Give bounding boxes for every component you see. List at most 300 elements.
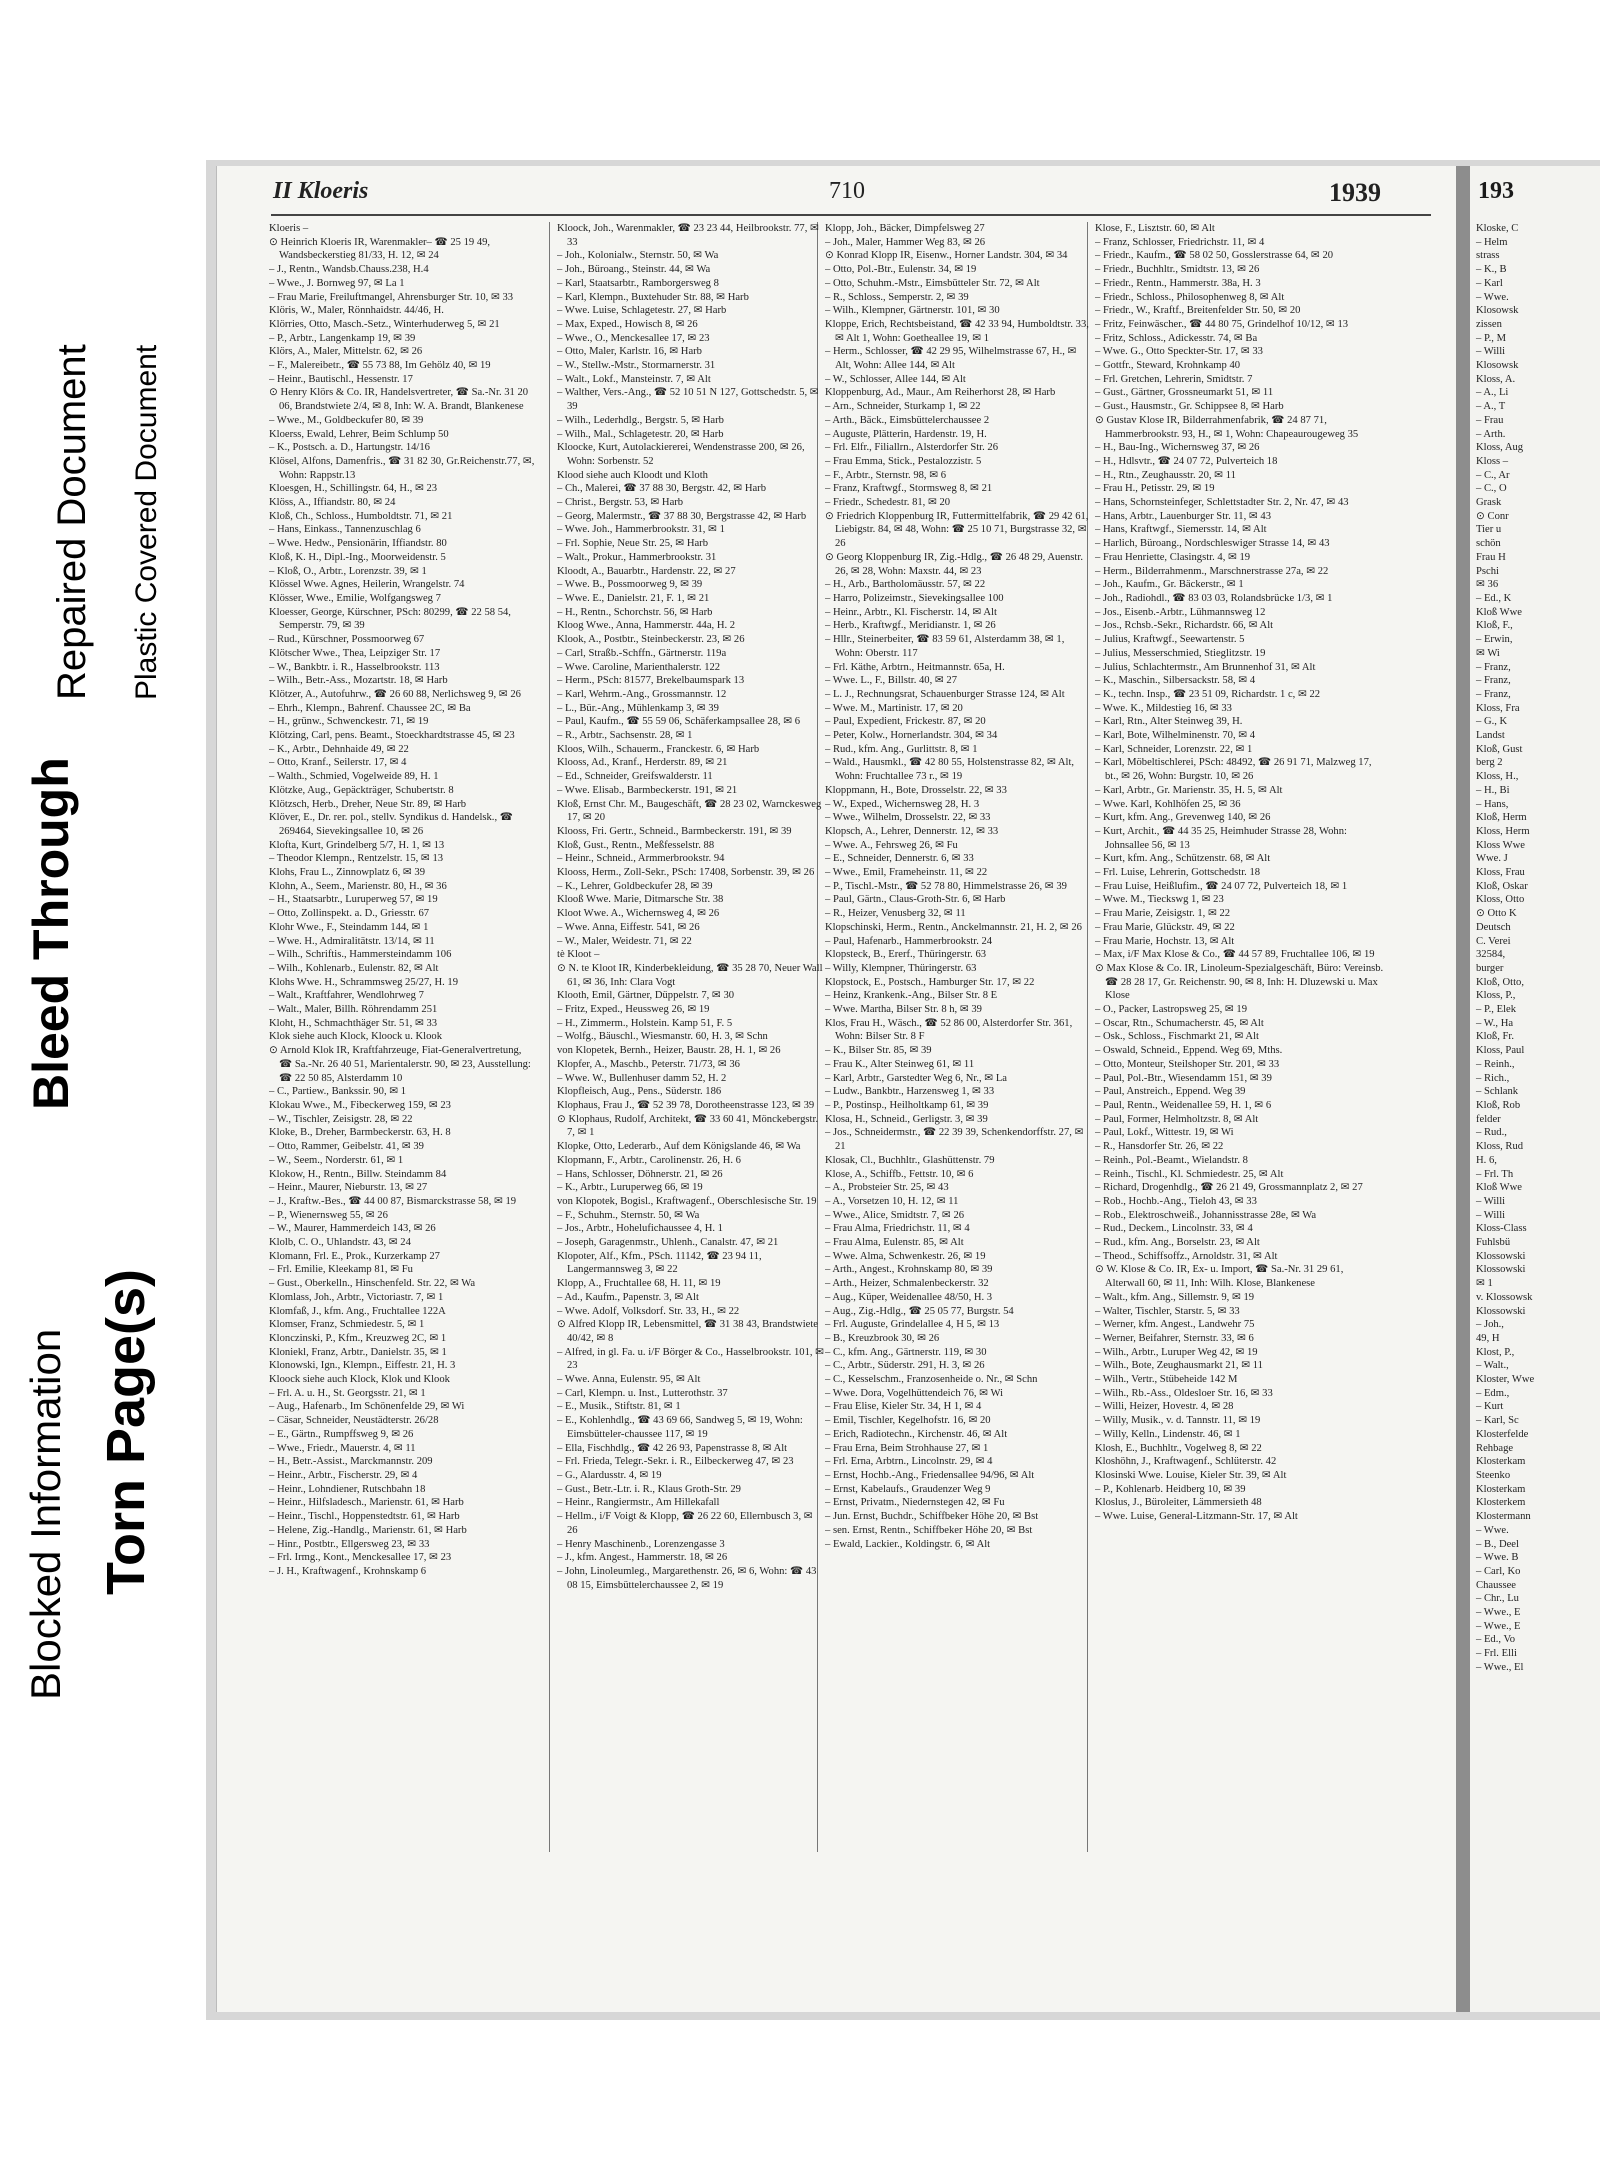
directory-entry: – Joh., Maler, Hammer Weg 83, ✉ 26 xyxy=(825,236,986,248)
directory-entry: – H., Bau-Ing., Wichernsweg 37, ✉ 26 xyxy=(1095,442,1260,454)
directory-entry: Kloog Wwe., Anna, Hammerstr. 44a, H. 2 xyxy=(557,620,736,632)
next-page-entry-fragment: – Wwe. xyxy=(1476,1524,1509,1536)
directory-entry: – Osk., Schloss., Fischmarkt 21, ✉ Alt xyxy=(1095,1031,1259,1043)
directory-entry: – K., Arbtr., Dehnhaide 49, ✉ 22 xyxy=(269,743,409,755)
directory-entry: – Hans, Schlosser, Döhnerstr. 21, ✉ 26 xyxy=(557,1168,723,1180)
directory-entry: – Wilh., Bote, Zeughausmarkt 21, ✉ 11 xyxy=(1095,1360,1263,1372)
directory-entry: – Wilh., Betr.-Ass., Mozartstr. 18, ✉ Harb xyxy=(269,675,448,687)
directory-entry: Klörries, Otto, Masch.-Setz., Winterhuderweg 5, ✉ 21 xyxy=(269,318,500,330)
next-page-entry-fragment: burger xyxy=(1476,962,1504,974)
next-page-entry-fragment: Klosterfelde xyxy=(1476,1428,1529,1440)
directory-entry: – Ad., Kaufm., Papenstr. 3, ✉ Alt xyxy=(557,1291,699,1303)
directory-entry: Klopfer, A., Maschb., Peterstr. 71/73, ✉ 36 xyxy=(557,1058,740,1070)
directory-entry: – Aug., Zig.-Hdlg., ☎ 25 05 77, Burgstr. 54 xyxy=(825,1305,1014,1317)
directory-entry: – Rud., kfm. Ang., Gurlittstr. 8, ✉ 1 xyxy=(825,743,978,755)
directory-entry: – C., Kesselschm., Franzosenheide o. Nr., ✉ Schn xyxy=(825,1374,1038,1386)
next-page-entry-fragment: Kloss, Paul xyxy=(1476,1045,1525,1057)
directory-entry: – Wwe. Alma, Schwenkestr. 26, ✉ 19 xyxy=(825,1250,986,1262)
directory-entry: – Joh., Büroang., Steinstr. 44, ✉ Wa xyxy=(557,264,711,276)
directory-entry: – W., Stellw.-Mstr., Stormarnerstr. 31 xyxy=(557,360,716,372)
next-page-entry-fragment: – P., Elek xyxy=(1476,1004,1517,1016)
directory-entry: – Wwe. Martha, Bilser Str. 8 h, ✉ 39 xyxy=(825,1004,982,1016)
directory-entry: – Gottfr., Steward, Krohnkamp 40 xyxy=(1095,360,1241,372)
directory-entry: – Frl. Käthe, Arbtrn., Heitmannstr. 65a, H. xyxy=(825,661,1005,673)
directory-entry: – Wwe. Caroline, Marienthalerstr. 122 xyxy=(557,661,721,673)
directory-entry: – Joh., Radiohdl., ☎ 83 03 03, Rolandsbrücke 1/3, ✉ 1 xyxy=(1095,592,1333,604)
directory-entry: – Ehrh., Klempn., Bahrenf. Chaussee 2C, ✉ Ba xyxy=(269,702,471,714)
directory-entry: Klosa, H., Schneid., Gerligstr. 3, ✉ 39 xyxy=(825,1113,988,1125)
directory-page xyxy=(216,166,1457,2012)
directory-entry: – K., Maschin., Silbersackstr. 58, ✉ 4 xyxy=(1095,675,1256,687)
directory-entry: – Walt., Maler, Billh. Röhrendamm 251 xyxy=(269,1004,438,1016)
directory-entry: Klokow, H., Rentn., Billw. Steindamm 84 xyxy=(269,1168,447,1180)
directory-entry: – Friedr., W., Kraftf., Breitenfelder Str. 50, ✉ 20 xyxy=(1095,305,1301,317)
next-page-entry-fragment: berg 2 xyxy=(1476,757,1503,769)
next-page-entry-fragment: – Frau xyxy=(1476,414,1504,426)
directory-entry: Klomann, Frl. E., Prok., Kurzerkamp 27 xyxy=(269,1250,440,1262)
directory-entry: – Heinr., Arbtr., Kl. Fischerstr. 14, ✉ Alt xyxy=(825,606,997,618)
directory-entry: – Ch., Malerei, ☎ 37 88 30, Bergstr. 42, ✉ Harb xyxy=(557,483,767,495)
directory-entry: Klooss, Herm., Zoll-Sekr., PSch: 17408, Sorbenstr. 39, ✉ 26 xyxy=(557,867,815,879)
directory-entry: – Wilh., Klempner, Gärtnerstr. 101, ✉ 30 xyxy=(825,305,1000,317)
next-page-entry-fragment: – K., B xyxy=(1476,264,1507,276)
directory-entry: – Wwe. Luise, Schlagetestr. 27, ✉ Harb xyxy=(557,305,727,317)
directory-entry: – H., grünw., Schwenckestr. 71, ✉ 19 xyxy=(269,716,429,728)
directory-entry: Klopstock, E., Postsch., Hamburger Str. 17, ✉ 22 xyxy=(825,976,1035,988)
next-page-entry-fragment: – H., Bi xyxy=(1476,784,1510,796)
next-page-entry-fragment: ⊙ Conr xyxy=(1476,510,1509,522)
directory-entry: – Frl. Erna, Arbtrn., Lincolnstr. 29, ✉ 4 xyxy=(825,1456,993,1468)
directory-entry: Kloshöhn, J., Kraftwagenf., Schlüterstr. 42 xyxy=(1095,1456,1277,1468)
next-page-entry-fragment: – Chr., Lu xyxy=(1476,1593,1519,1605)
directory-entry: – Hans, Einkass., Tannenzuschlag 6 xyxy=(269,524,421,536)
directory-entry: – Gust., Gärtner, Grossneumarkt 51, ✉ 11 xyxy=(1095,387,1274,399)
next-page-entry-fragment: H. 6, xyxy=(1476,1154,1497,1166)
directory-entry: – L., Bür.-Ang., Mühlenkamp 3, ✉ 39 xyxy=(557,702,719,714)
directory-entry: – Jos., Rchsb.-Sekr., Richardstr. 66, ✉ Alt xyxy=(1095,620,1274,632)
directory-entry: – Frau K., Alter Steinweg 61, ✉ 11 xyxy=(825,1058,975,1070)
directory-entry: – K., Lehrer, Goldbeckufer 28, ✉ 39 xyxy=(557,880,713,892)
directory-entry: – Franz, Kraftwgf., Stormsweg 8, ✉ 21 xyxy=(825,483,993,495)
directory-entry: Klopp, Joh., Bäcker, Dimpfelsweg 27 xyxy=(825,223,985,234)
directory-entry: – A., Probsteier Str. 25, ✉ 43 xyxy=(825,1182,949,1194)
next-page-entry-fragment: – C., O xyxy=(1476,483,1507,495)
directory-entry: – Wwe. Adolf, Volksdorf. Str. 33, H., ✉ 22 xyxy=(557,1305,740,1317)
directory-entry: – Heinr., Bautischl., Hessenstr. 17 xyxy=(269,373,413,385)
directory-entry: – J. H., Kraftwagenf., Krohnskamp 6 xyxy=(269,1565,427,1577)
next-page-entry-fragment: schön xyxy=(1476,538,1501,550)
directory-entry: ⊙ W. Klose & Co. IR, Ex- u. Import, ☎ Sa.-Nr. 31 29 61, Alterwall 60, ✉ 11, Inh: Wilh. Klose, Blankenese xyxy=(1095,1264,1344,1290)
directory-entry: – E., Gärtn., Rumpffsweg 9, ✉ 26 xyxy=(269,1428,414,1440)
directory-entry: – Wwe., O., Menckesallee 17, ✉ 23 xyxy=(557,332,710,344)
next-page-entry-fragment: – Helm xyxy=(1476,236,1508,248)
directory-entry: – Ludw., Bankbtr., Harzensweg 1, ✉ 33 xyxy=(825,1086,995,1098)
directory-entry: ⊙ Heinrich Kloeris IR, Warenmakler– ☎ 25 19 49, Wandsbeckerstieg 81/33, H. 12, ✉ 24 xyxy=(269,236,491,262)
directory-entry: – Reinh., Tischl., Kl. Schmiedestr. 25, ✉ Alt xyxy=(1095,1168,1284,1180)
directory-entry: Kloß, K. H., Dipl.-Ing., Moorweidenstr. 5 xyxy=(269,551,446,563)
directory-entry: – Wilh., Vertr., Stübeheide 142 M xyxy=(1095,1374,1238,1386)
directory-entry: – Frl. Frieda, Telegr.-Sekr. i. R., Eilbeckerweg 47, ✉ 23 xyxy=(557,1456,794,1468)
next-page-entry-fragment: Kloss, Rud xyxy=(1476,1141,1524,1153)
next-page-entry-fragment: Klosterkam xyxy=(1476,1456,1526,1468)
directory-entry: Kloß, Gust., Rentn., Meßfesselstr. 88 xyxy=(557,839,715,851)
directory-entry: – Frau Alma, Eulenstr. 85, ✉ Alt xyxy=(825,1237,964,1249)
directory-entry: – Werner, kfm. Angest., Landwehr 75 xyxy=(1095,1319,1255,1331)
directory-entry: – Wolfg., Bäuschl., Wiesmanstr. 60, H. 3, ✉ Schn xyxy=(557,1031,768,1043)
next-page-entry-fragment: – Frl. Th xyxy=(1476,1168,1514,1180)
directory-entry: – Frau Elise, Kieler Str. 34, H 1, ✉ 4 xyxy=(825,1401,982,1413)
directory-entry: – Wwe. E., Danielstr. 21, F. 1, ✉ 21 xyxy=(557,592,710,604)
directory-entry: – Paul, Gärtn., Claus-Groth-Str. 6, ✉ Harb xyxy=(825,894,1006,906)
next-page-entry-fragment: 32584, xyxy=(1476,949,1506,961)
directory-entry: – Paul, Expedient, Frickestr. 87, ✉ 20 xyxy=(825,716,986,728)
next-page-entry-fragment: Kloske, C xyxy=(1476,223,1519,234)
directory-entry: Klösser, Wwe., Emilie, Wolfgangsweg 7 xyxy=(269,592,441,604)
directory-entry: Kloot Wwe. A., Wichernsweg 4, ✉ 26 xyxy=(557,908,720,920)
directory-entry: – F., Schuhm., Sternstr. 50, ✉ Wa xyxy=(557,1209,700,1221)
directory-entry: – P., Tischl.-Mstr., ☎ 52 78 80, Himmelstrasse 26, ✉ 39 xyxy=(825,880,1067,892)
directory-entry: – H., Zimmerm., Holstein. Kamp 51, F. 5 xyxy=(557,1017,733,1029)
next-page-entry-fragment: Deutsch xyxy=(1476,921,1511,933)
next-page-entry-fragment: Klosterkam xyxy=(1476,1483,1526,1495)
directory-entry: – Friedr., Rentn., Hammerstr. 38a, H. 3 xyxy=(1095,277,1261,289)
next-page-entry-fragment: Grask xyxy=(1476,497,1502,509)
directory-entry: – Julius, Kraftwgf., Seewartenstr. 5 xyxy=(1095,634,1245,646)
directory-column-2 xyxy=(557,222,825,1852)
directory-entry: – Otto, Maler, Karlstr. 16, ✉ Harb xyxy=(557,346,702,358)
next-page-entry-fragment: – Arth. xyxy=(1476,428,1506,440)
directory-entry: – Wwe. Elisab., Barmbeckerstr. 191, ✉ 21 xyxy=(557,784,738,796)
section-header: II Kloeris xyxy=(273,178,369,204)
directory-entry: Kloeris – xyxy=(269,223,309,234)
directory-entry: – Wwe. Dora, Vogelhüttendeich 76, ✉ Wi xyxy=(825,1387,1004,1399)
directory-entry: – Wwe., J. Bornweg 97, ✉ La 1 xyxy=(269,277,405,289)
directory-entry: Klötzer, A., Autofuhrw., ☎ 26 60 88, Nerlichsweg 9, ✉ 26 xyxy=(269,688,521,700)
directory-entry: – W., Exped., Wichernsweg 28, H. 3 xyxy=(825,798,980,810)
next-page-entry-fragment: – A., T xyxy=(1476,401,1506,413)
directory-entry: – A., Vorsetzen 10, H. 12, ✉ 11 xyxy=(825,1195,959,1207)
directory-entry: – Julius, Schlachtermstr., Am Brunnenhof 31, ✉ Alt xyxy=(1095,661,1316,673)
directory-entry: – Frl. Luise, Lehrerin, Gottschedstr. 18 xyxy=(1095,867,1261,879)
next-page-entry-fragment: – Carl, Ko xyxy=(1476,1565,1521,1577)
directory-entry: Klooss, Fri. Gertr., Schneid., Barmbeckerstr. 191, ✉ 39 xyxy=(557,825,792,837)
directory-entry: – Heinr., Tischl., Hoppenstedtstr. 61, ✉ Harb xyxy=(269,1511,460,1523)
next-page-entry-fragment: – Franz, xyxy=(1476,688,1511,700)
directory-entry: – H., Rentn., Schorchstr. 56, ✉ Harb xyxy=(557,606,713,618)
directory-entry: – J., Rentn., Wandsb.Chauss.238, H.4 xyxy=(269,264,429,276)
directory-entry: – R., Schloss., Semperstr. 2, ✉ 39 xyxy=(825,291,969,303)
next-page-entry-fragment: – Ed., Vo xyxy=(1476,1634,1516,1646)
directory-entry: Klopoter, Alf., Kfm., PSch. 11142, ☎ 23 94 11, Langermannsweg 3, ✉ 22 xyxy=(557,1250,762,1276)
directory-entry: Klomlass, Joh., Arbtr., Victoriastr. 7, ✉ 1 xyxy=(269,1291,444,1303)
next-page-entry-fragment: – Rich., xyxy=(1476,1072,1510,1084)
next-page-entry-fragment: – Kurt xyxy=(1476,1401,1504,1413)
directory-entry: – Frau Erna, Beim Strohhause 27, ✉ 1 xyxy=(825,1442,989,1454)
directory-entry: – Frl. Gretchen, Lehrerin, Smidtstr. 7 xyxy=(1095,373,1253,385)
directory-entry: ⊙ Friedrich Kloppenburg IR, Futtermittelfabrik, ☎ 29 42 61, Liebigstr. 84, ✉ 48, Wohn: ☎ 25 10 71, Burgstrasse 32, ✉ 26 xyxy=(825,510,1089,550)
directory-entry: ⊙ Henry Klörs & Co. IR, Handelsvertreter, ☎ Sa.-Nr. 31 20 06, Brandstwiete 2/4, ✉ 8, Inh: W. A. Brandt, Blankenese xyxy=(269,387,529,413)
directory-entry: – Jos., Schneidermstr., ☎ 22 39 39, Schenkendorffstr. 27, ✉ 21 xyxy=(825,1127,1084,1153)
directory-entry: – Wwe. A., Fehrsweg 26, ✉ Fu xyxy=(825,839,958,851)
directory-entry: Klolb, C. O., Uhlandstr. 43, ✉ 24 xyxy=(269,1237,411,1249)
directory-entry: – Karl, Klempn., Buxtehuder Str. 88, ✉ Harb xyxy=(557,291,749,303)
page-number: 710 xyxy=(829,178,865,204)
directory-entry: – Wwe. Joh., Hammerbrookstr. 31, ✉ 1 xyxy=(557,524,725,536)
directory-entry: – Frl. Elfr., Filiallrn., Alsterdorfer Str. 26 xyxy=(825,442,999,454)
next-page-entry-fragment: – Wwe. B xyxy=(1476,1552,1519,1564)
directory-entry: – Werner, Beifahrer, Sternstr. 33, ✉ 6 xyxy=(1095,1332,1254,1344)
next-page-entry-fragment: – Edm., xyxy=(1476,1387,1510,1399)
directory-entry: – Wwe. Luise, General-Litzmann-Str. 17, ✉ Alt xyxy=(1095,1511,1298,1523)
directory-entry: – Frau Marie, Glückstr. 49, ✉ 22 xyxy=(1095,921,1235,933)
next-page-entry-fragment: – G., K xyxy=(1476,716,1508,728)
directory-entry: – Karl, Schneider, Lorenzstr. 22, ✉ 1 xyxy=(1095,743,1253,755)
directory-entry: – John, Linoleumleg., Margarethenstr. 26, ✉ 6, Wohn: ☎ 43 08 15, Eimsbüttelerchaussee 2, ✉ 19 xyxy=(557,1565,817,1591)
next-page-entry-fragment: Steenko xyxy=(1476,1469,1511,1481)
directory-entry: – Willy, Kelln., Lindenstr. 46, ✉ 1 xyxy=(1095,1428,1241,1440)
next-page-entry-fragment: Klossowski xyxy=(1476,1264,1526,1276)
directory-entry: – Otto, Zollinspekt. a. D., Griesstr. 67 xyxy=(269,908,430,920)
book-spine xyxy=(1456,166,1470,2012)
directory-entry: – Harro, Polizeimstr., Sievekingsallee 100 xyxy=(825,592,1004,604)
next-page-entry-fragment: Landst xyxy=(1476,730,1505,742)
directory-entry: – Wwe., Wilhelm, Drosselstr. 22, ✉ 33 xyxy=(825,812,991,824)
directory-entry: Klohs Wwe. H., Schrammsweg 25/27, H. 19 xyxy=(269,976,459,988)
next-page-fragments xyxy=(1476,222,1596,1675)
directory-entry: – Heinr., Maurer, Nieburstr. 13, ✉ 27 xyxy=(269,1182,428,1194)
directory-entry: Klood siehe auch Kloodt und Kloth xyxy=(557,469,708,481)
directory-column-4 xyxy=(1095,222,1385,1852)
directory-entry: – Hellm., i/F Voigt & Klopp, ☎ 26 22 60, Ellernbusch 3, ✉ 26 xyxy=(557,1511,813,1536)
directory-entry: – W., Schlosser, Allee 144, ✉ Alt xyxy=(825,373,966,385)
directory-entry: – Walt., Prokur., Hammerbrookstr. 31 xyxy=(557,551,717,563)
directory-entry: – Friedr., Buchhltr., Smidtstr. 13, ✉ 26 xyxy=(1095,264,1260,276)
next-page-entry-fragment: ✉ 36 xyxy=(1476,579,1499,591)
directory-entry: Kloppe, Erich, Rechtsbeistand, ☎ 42 33 94, Humboldtstr. 33, ✉ Alt 1, Wohn: Goetheallee 19, ✉ 1 xyxy=(825,318,1089,344)
next-page-entry-fragment: felder xyxy=(1476,1113,1501,1125)
directory-entry: – Gust., Oberkelln., Hinschenfeld. Str. 22, ✉ Wa xyxy=(269,1278,476,1290)
directory-entry: – Frl. Auguste, Grindelallee 4, H 5, ✉ 13 xyxy=(825,1319,1000,1331)
torn-pages-label: Torn Page(s) xyxy=(96,1268,156,1595)
directory-entry: Klose, F., Lisztstr. 60, ✉ Alt xyxy=(1095,223,1215,234)
directory-entry: – Frau Marie, Freiluftmangel, Ahrensburger Str. 10, ✉ 33 xyxy=(269,291,514,303)
directory-entry: – Richard, Drogenhdlg., ☎ 26 21 49, Grossmannplatz 2, ✉ 27 xyxy=(1095,1182,1363,1194)
next-page-entry-fragment: Kloss-Class xyxy=(1476,1223,1527,1235)
directory-entry: Klötscher Wwe., Thea, Leipziger Str. 17 xyxy=(269,647,441,659)
directory-entry: – F., Malereibetr., ☎ 55 73 88, Im Gehölz 40, ✉ 19 xyxy=(269,360,491,372)
directory-entry: – J., Kraftw.-Bes., ☎ 44 00 87, Bismarckstrasse 58, ✉ 19 xyxy=(269,1195,517,1207)
directory-entry: Klonczinski, P., Kfm., Kreuzweg 2C, ✉ 1 xyxy=(269,1332,447,1344)
directory-entry: – Frau Marie, Hochstr. 13, ✉ Alt xyxy=(1095,935,1235,947)
directory-entry: – Heinz, Krankenk.-Ang., Bilser Str. 8 E xyxy=(825,990,998,1002)
next-page-entry-fragment: v. Klossowsk xyxy=(1476,1291,1533,1303)
directory-entry: – E., Musik., Stiftstr. 81, ✉ 1 xyxy=(557,1401,681,1413)
directory-entry: – H., Arb., Bartholomäusstr. 57, ✉ 22 xyxy=(825,579,986,591)
directory-entry: Klohr Wwe., F., Steindamm 144, ✉ 1 xyxy=(269,921,429,933)
directory-entry: – R., Hansdorfer Str. 26, ✉ 22 xyxy=(1095,1141,1224,1153)
next-page-entry-fragment: Kloss, A. xyxy=(1476,373,1516,385)
directory-entry: – Willy, Musik., v. d. Tannstr. 11, ✉ 19 xyxy=(1095,1415,1261,1427)
directory-entry: Kloß, Ernst Chr. M., Baugeschäft, ☎ 28 23 02, Warnckesweg 17, ✉ 20 xyxy=(557,798,822,824)
directory-entry: – Erich, Radiotechn., Kirchenstr. 46, ✉ Alt xyxy=(825,1428,1008,1440)
directory-entry: – Fritz, Schloss., Adickesstr. 74, ✉ Ba xyxy=(1095,332,1258,344)
directory-entry: Kloke, B., Dreher, Barmbeckerstr. 63, H. 8 xyxy=(269,1127,451,1139)
directory-entry: – H., Rtn., Zeughausstr. 20, ✉ 11 xyxy=(1095,469,1236,481)
directory-entry: – Rud., Deckem., Lincolnstr. 33, ✉ 4 xyxy=(1095,1223,1253,1235)
directory-entry: Klöss, A., Iffiandstr. 80, ✉ 24 xyxy=(269,497,396,509)
directory-entry: – Heinr., Rangiermstr., Am Hillekafall xyxy=(557,1497,720,1509)
directory-entry: – Jos., Eisenb.-Arbtr., Lühmannsweg 12 xyxy=(1095,606,1266,618)
directory-entry: – Hans, Arbtr., Lauenburger Str. 11, ✉ 43 xyxy=(1095,510,1272,522)
next-page-entry-fragment: Kloß, Fr. xyxy=(1476,1031,1514,1043)
directory-entry: – Friedr., Kaufm., ☎ 58 02 50, Gosslerstrasse 64, ✉ 20 xyxy=(1095,250,1334,262)
next-page-entry-fragment: – Wwe., E xyxy=(1476,1607,1521,1619)
directory-entry: – B., Kreuzbrook 30, ✉ 26 xyxy=(825,1332,940,1344)
directory-entry: – Wwe. H., Admiralitätstr. 13/14, ✉ 11 xyxy=(269,935,435,947)
directory-entry: Kloht, H., Schmachthäger Str. 51, ✉ 33 xyxy=(269,1017,438,1029)
directory-entry: – Franz, Schlosser, Friedrichstr. 11, ✉ 4 xyxy=(1095,236,1265,248)
directory-entry: – W., Seem., Norderstr. 61, ✉ 1 xyxy=(269,1154,404,1166)
directory-entry: Klötzke, Aug., Gepäckträger, Schubertstr. 8 xyxy=(269,784,454,796)
next-page-entry-fragment: Rehbage xyxy=(1476,1442,1514,1454)
next-page-entry-fragment: – Joh., xyxy=(1476,1319,1504,1331)
directory-entry: – Fritz, Feinwäscher., ☎ 44 80 75, Grindelhof 10/12, ✉ 13 xyxy=(1095,318,1349,330)
directory-entry: – Gust., Betr.-Ltr. i. R., Klaus Groth-Str. 29 xyxy=(557,1483,741,1495)
next-page-entry-fragment: – Karl xyxy=(1476,277,1503,289)
directory-entry: – E., Kohlenhdlg., ☎ 43 69 66, Sandweg 5, ✉ 19, Wohn: Eimsbütteler-chaussee 117, ✉ 19 xyxy=(557,1415,803,1440)
directory-entry: – F., Arbtr., Sternstr. 98, ✉ 6 xyxy=(825,469,947,481)
directory-entry: – Aug., Küper, Weidenallee 48/50, H. 3 xyxy=(825,1291,993,1303)
directory-entry: – Arn., Schneider, Sturkamp 1, ✉ 22 xyxy=(825,401,981,413)
directory-entry: – Hinr., Postbtr., Ellgersweg 23, ✉ 33 xyxy=(269,1538,430,1550)
directory-entry: Klopschinski, Herm., Rentn., Anckelmannstr. 21, H. 2, ✉ 26 xyxy=(825,921,1082,933)
directory-entry: – K., Postsch. a. D., Hartungstr. 14/16 xyxy=(269,442,430,454)
directory-entry: Klonowski, Ign., Klempn., Eiffestr. 21, H. 3 xyxy=(269,1360,456,1372)
directory-entry: – K., techn. Insp., ☎ 23 51 09, Richardstr. 1 c, ✉ 22 xyxy=(1095,688,1321,700)
directory-entry: – Wwe., Alice, Smidtstr. 7, ✉ 26 xyxy=(825,1209,965,1221)
directory-entry: ⊙ Max Klose & Co. IR, Linoleum-Spezialgeschäft, Büro: Vereinsb. ☎ 28 28 17, Gr. Reichenstr. 90, ✉ 8, Inh: H. Dluzewski u. Max Klose xyxy=(1095,962,1384,1002)
directory-entry: – Oscar, Rtn., Schumacherstr. 45, ✉ Alt xyxy=(1095,1017,1264,1029)
directory-entry: – W., Bankbtr. i. R., Hasselbrookstr. 113 xyxy=(269,661,440,673)
next-page-entry-fragment: – Willi xyxy=(1476,1195,1506,1207)
next-page-entry-fragment: Klostermann xyxy=(1476,1511,1531,1523)
directory-entry: Klohn, A., Seem., Marienstr. 80, H., ✉ 36 xyxy=(269,880,447,892)
directory-column-3 xyxy=(825,222,1093,1852)
directory-entry: – Otto, Rammer, Geibelstr. 41, ✉ 39 xyxy=(269,1141,424,1153)
directory-entry: Klörs, A., Maler, Mittelstr. 62, ✉ 26 xyxy=(269,346,423,358)
directory-entry: Kloock siehe auch Klock, Klok und Klook xyxy=(269,1374,450,1386)
directory-entry: – Karl, Wehrm.-Ang., Grossmannstr. 12 xyxy=(557,688,727,700)
directory-entry: – Hans, Schornsteinfeger, Schlettstadter Str. 2, Nr. 47, ✉ 43 xyxy=(1095,497,1349,509)
next-page-entry-fragment: Klost, P., xyxy=(1476,1346,1515,1358)
directory-entry: – Wilh., Lederhdlg., Bergstr. 5, ✉ Harb xyxy=(557,414,724,426)
next-page-entry-fragment: ⊙ Otto K xyxy=(1476,908,1517,920)
next-page-entry-fragment: Kloß, Rob xyxy=(1476,1100,1521,1111)
directory-entry: – Wwe. Anna, Eiffestr. 541, ✉ 26 xyxy=(557,921,700,933)
next-page-entry-fragment: – A., Li xyxy=(1476,387,1509,399)
next-page-entry-fragment: 49, H xyxy=(1476,1332,1500,1344)
directory-entry: – Kurt, kfm. Ang., Grevenweg 140, ✉ 26 xyxy=(1095,812,1271,824)
directory-entry: – Ed., Schneider, Greifswalderstr. 11 xyxy=(557,771,713,783)
directory-entry: – Walt., kfm. Ang., Sillemstr. 9, ✉ 19 xyxy=(1095,1291,1255,1303)
directory-entry: von Klopotek, Bogisl., Kraftwagenf., Oberschlesische Str. 19 xyxy=(557,1195,817,1207)
directory-entry: – Heinr., Lohndiener, Rutschbahn 18 xyxy=(269,1483,426,1495)
directory-entry: – W., Maurer, Hammerdeich 143, ✉ 26 xyxy=(269,1223,436,1235)
directory-entry: – Kurt, kfm. Ang., Schützenstr. 68, ✉ Alt xyxy=(1095,853,1271,865)
year-header: 1939 xyxy=(1329,178,1381,207)
next-page-entry-fragment: Kloß, Gust xyxy=(1476,743,1523,755)
next-page-entry-fragment: Kloss Wwe xyxy=(1476,839,1525,851)
directory-entry: – Christ., Bergstr. 53, ✉ Harb xyxy=(557,497,684,509)
directory-entry: Kloodt, A., Bauarbtr., Hardenstr. 22, ✉ 27 xyxy=(557,565,736,577)
directory-entry: – Wwe., Friedr., Mauerstr. 4, ✉ 11 xyxy=(269,1442,416,1454)
directory-entry: – Theod., Schiffsoffz., Arnoldstr. 31, ✉ Alt xyxy=(1095,1250,1278,1262)
next-page-entry-fragment: – Ed., K xyxy=(1476,592,1512,604)
next-page-entry-fragment: Kloss – xyxy=(1476,455,1509,467)
directory-entry: Kloß, Ch., Schloss., Humboldtstr. 71, ✉ 21 xyxy=(269,510,453,522)
directory-entry: ⊙ Konrad Klopp IR, Eisenw., Horner Landstr. 304, ✉ 34 xyxy=(825,250,1068,262)
directory-column-1 xyxy=(269,222,537,1852)
directory-entry: Kloniekl, Franz, Arbtr., Danielstr. 35, ✉ 1 xyxy=(269,1346,447,1358)
next-page-entry-fragment: Klosowsk xyxy=(1476,305,1519,317)
next-page-entry-fragment: Klossowski xyxy=(1476,1250,1526,1262)
directory-entry: Klössel Wwe. Agnes, Heilerin, Wrangelstr. 74 xyxy=(269,579,465,591)
directory-entry: – Wwe. K., Mildestieg 16, ✉ 33 xyxy=(1095,702,1232,714)
directory-entry: – Emil, Tischler, Kegelhofstr. 16, ✉ 20 xyxy=(825,1415,991,1427)
directory-entry: – Jos., Arbtr., Hohelufichaussee 4, H. 1 xyxy=(557,1223,723,1235)
next-page-entry-fragment: strass xyxy=(1476,250,1500,262)
directory-entry: Kloerss, Ewald, Lehrer, Beim Schlump 50 xyxy=(269,428,449,440)
directory-entry: – Wilh., Schriftis., Hammersteindamm 106 xyxy=(269,949,452,961)
directory-entry: – Joseph, Garagenmstr., Uhlenh., Canalstr. 47, ✉ 21 xyxy=(557,1237,779,1249)
directory-entry: Kloos, Wilh., Schauerm., Franckestr. 6, ✉ Harb xyxy=(557,743,760,755)
next-page-entry-fragment: Kloss, Aug xyxy=(1476,442,1524,454)
header-rule xyxy=(271,214,1431,216)
next-page-entry-fragment: Fuhlsbü xyxy=(1476,1237,1511,1249)
directory-entry: Klomfaß, J., kfm. Ang., Fruchtallee 122A xyxy=(269,1305,446,1317)
next-page-year: 193 xyxy=(1478,178,1514,204)
next-page-entry-fragment: – Willi xyxy=(1476,346,1506,358)
next-page-entry-fragment: Kloß, Otto, xyxy=(1476,976,1524,988)
directory-entry: – R., Arbtr., Sachsenstr. 28, ✉ 1 xyxy=(557,730,693,742)
directory-entry: – Walt., Kraftfahrer, Wendlohrweg 7 xyxy=(269,990,424,1002)
directory-entry: – Aug., Hafenarb., Im Schönenfelde 29, ✉ Wi xyxy=(269,1401,465,1413)
directory-entry: Klopfleisch, Aug., Pens., Süderstr. 186 xyxy=(557,1086,722,1098)
directory-entry: Klöris, W., Maler, Rönnhaidstr. 44/46, H. xyxy=(269,305,444,317)
next-page-entry-fragment: – Walt., xyxy=(1476,1360,1509,1372)
directory-entry: – Karl, Arbtr., Garstedter Weg 6, Nr., ✉ La xyxy=(825,1072,1007,1084)
directory-entry: – P., Postinsp., Heilholtkamp 61, ✉ 39 xyxy=(825,1100,989,1111)
directory-entry: Klok siehe auch Klock, Kloock u. Klook xyxy=(269,1031,442,1043)
directory-entry: – Frl. A. u. H., St. Georgsstr. 21, ✉ 1 xyxy=(269,1387,426,1399)
directory-entry: ⊙ Georg Kloppenburg IR, Zig.-Hdlg., ☎ 26 48 29, Auenstr. 26, ✉ 28, Wohn: Maxstr. 44, ✉ 23 xyxy=(825,551,1083,577)
directory-entry: – Wilh., Kohlenarb., Eulenstr. 82, ✉ Alt xyxy=(269,962,439,974)
directory-entry: Klos, Frau H., Wäsch., ☎ 52 86 00, Alsterdorfer Str. 361, Wohn: Bilser Str. 8 F xyxy=(825,1017,1073,1043)
directory-entry: Klomser, Franz, Schmiedestr. 5, ✉ 1 xyxy=(269,1319,425,1331)
directory-entry: – Carl, Klempn. u. Inst., Lutterothstr. 37 xyxy=(557,1387,728,1399)
directory-entry: – Peter, Kolw., Hornerlandstr. 304, ✉ 34 xyxy=(825,730,998,742)
directory-entry: – P., Wienernsweg 55, ✉ 26 xyxy=(269,1209,388,1221)
directory-entry: – Wwe. M., Tieckswg 1, ✉ 23 xyxy=(1095,894,1224,906)
directory-entry: – Harlich, Büroang., Nordschleswiger Strasse 14, ✉ 43 xyxy=(1095,538,1330,550)
directory-entry: – Ernst, Kabelaufs., Graudenzer Weg 9 xyxy=(825,1483,991,1495)
directory-entry: – Willi, Heizer, Hovestr. 4, ✉ 28 xyxy=(1095,1401,1234,1413)
directory-entry: – Karl, Möbeltischlerei, PSch: 48492, ☎ 26 91 71, Malzweg 17, bt., ✉ 26, Wohn: Burgstr. 10, ✉ 26 xyxy=(1095,757,1372,783)
directory-entry: – Friedr., Schedestr. 81, ✉ 20 xyxy=(825,497,951,509)
directory-entry: – Otto, Monteur, Steilshoper Str. 201, ✉ 33 xyxy=(1095,1058,1280,1070)
directory-entry: – Frau Alma, Friedrichstr. 11, ✉ 4 xyxy=(825,1223,970,1235)
next-page-entry-fragment: – Frl. Elli xyxy=(1476,1648,1517,1660)
